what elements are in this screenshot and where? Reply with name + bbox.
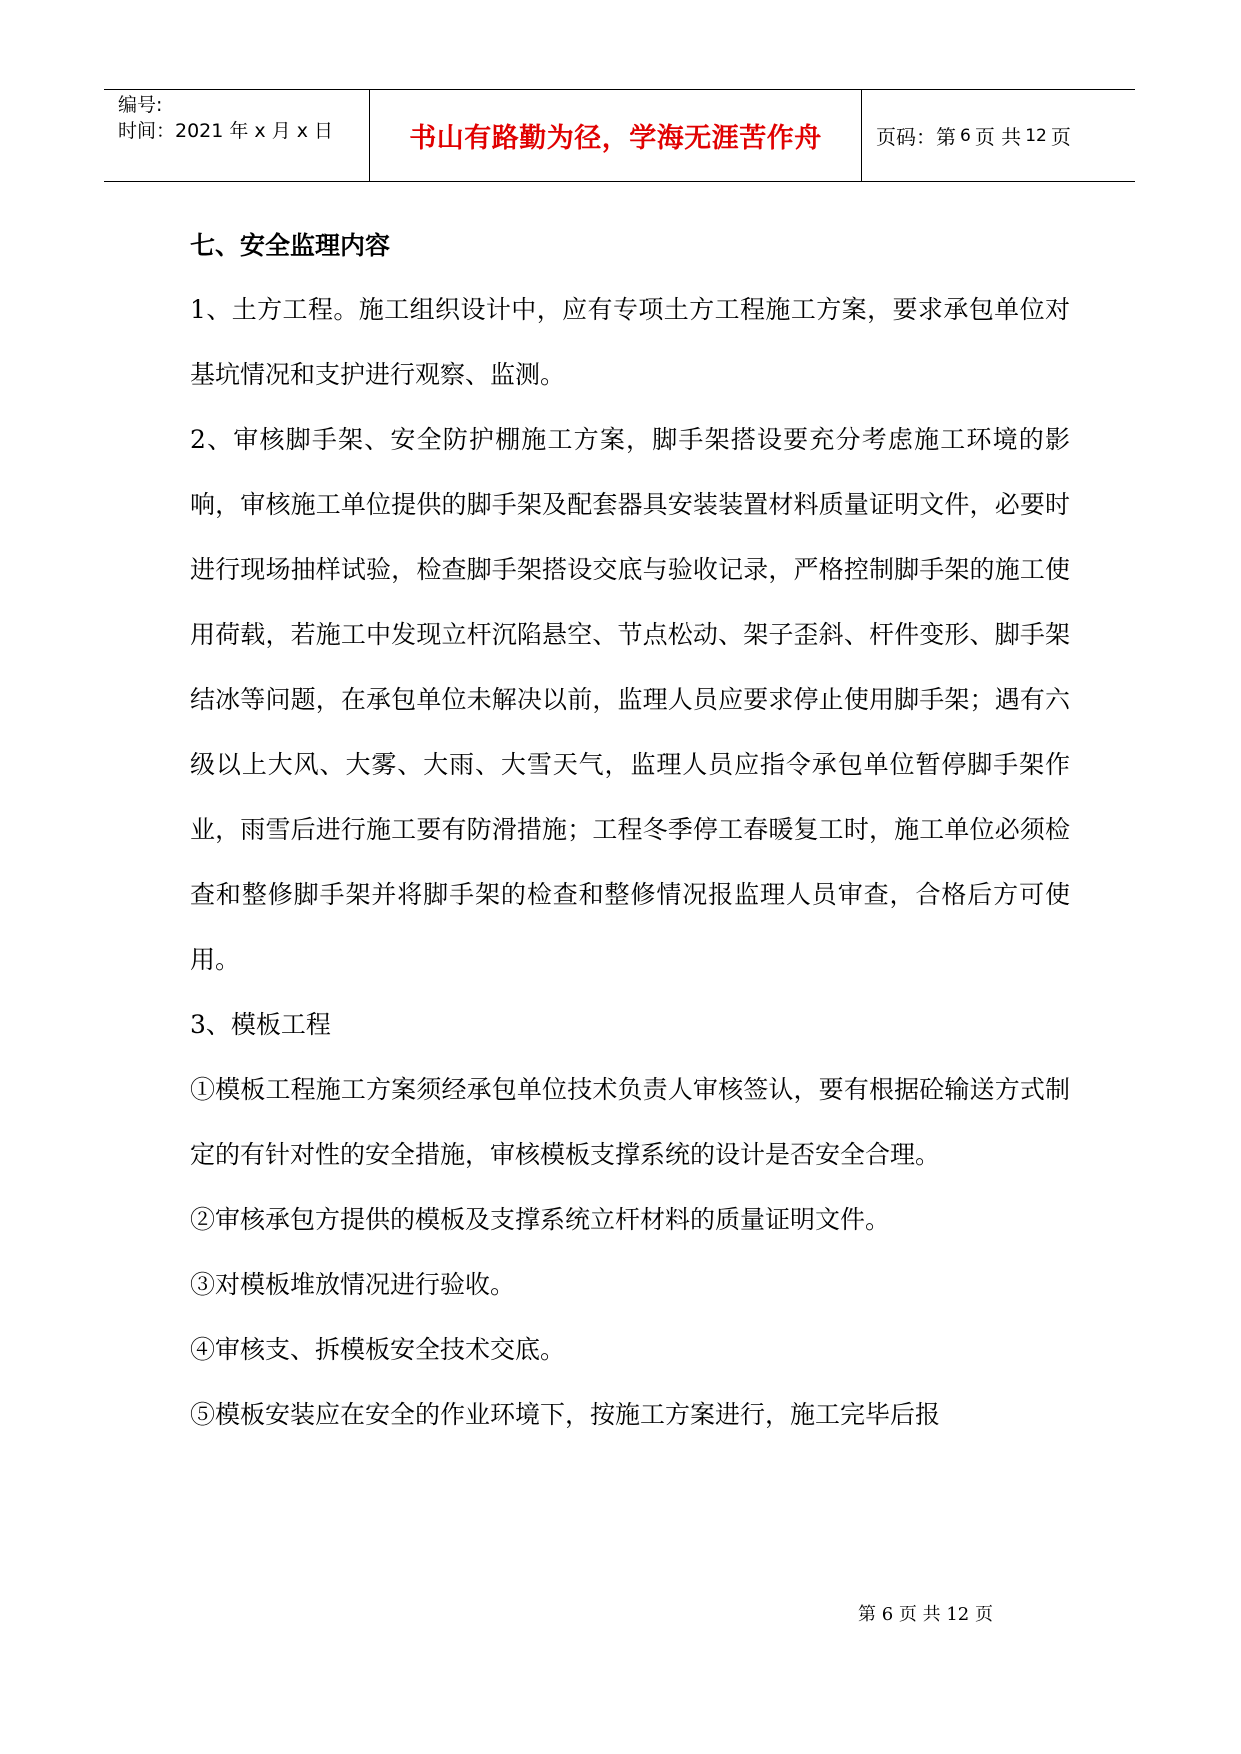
- page-total: 12: [1025, 125, 1047, 146]
- paragraph-earthwork: 1、土方工程。施工组织设计中，应有专项土方工程施工方案，要求承包单位对基坑情况和支护进行观察、监测。: [190, 295, 1070, 389]
- header-page-number: [876, 90, 1071, 181]
- paragraph-formwork-item-5: ⑤模板安装应在安全的作业环境下，按施工方案进行，施工完毕后报: [190, 1400, 941, 1429]
- header-divider-right: [861, 90, 862, 181]
- paragraph-formwork-heading: 3、模板工程: [190, 1010, 331, 1039]
- paragraph-formwork-item-1: ①模板工程施工方案须经承包单位技术负责人审核签认，要有根据砼输送方式制定的有针对性的安全措施，审核模板支撑系统的设计是否安全合理。: [190, 1075, 1070, 1169]
- page-header: [104, 89, 1135, 182]
- paragraph-formwork-item-3: ③对模板堆放情况进行验收。: [190, 1270, 516, 1299]
- document-number-label: 编号:: [118, 94, 163, 116]
- page-footer: 第 6 页 共 12 页: [858, 1604, 993, 1625]
- header-meta: [118, 92, 333, 144]
- document-time-label: 时间：2021 年 x 月 x 日: [118, 120, 334, 142]
- document-body: [190, 214, 1070, 1447]
- paragraph-formwork-item-2: ②审核承包方提供的模板及支撑系统立杆材料的质量证明文件。: [190, 1205, 891, 1234]
- paragraph-scaffolding: 2、审核脚手架、安全防护棚施工方案，脚手架搭设要充分考虑施工环境的影响，审核施工单位提供的脚手架及配套器具安装装置材料质量证明文件，必要时进行现场抽样试验，检查脚手架搭设交底与验收记录，严格控制脚手架的施工使用荷载，若施工中发现立杆沉陷悬空、节点松动、架子歪斜、杆件变形、脚手架结冰等问题，在承包单位未解决以前，监理人员应要求停止使用脚手架；遇有六级以上大风、大雾、大雨、大雪天气，监理人员应指令承包单位暂停脚手架作业，雨雪后进行施工要有防滑措施；工程冬季停工春暖复工时，施工单位必须检查和整修脚手架并将脚手架的检查和整修情况报监理人员审查，合格后方可使用。: [190, 425, 1070, 974]
- paragraph-formwork-item-4: ④审核支、拆模板安全技术交底。: [190, 1335, 566, 1364]
- section-title: 七、安全监理内容: [190, 231, 391, 260]
- page-current: 6: [960, 125, 971, 146]
- header-motto: 书山有路勤为径，学海无涯苦作舟: [409, 123, 822, 154]
- page-suffix: 页: [1050, 125, 1071, 149]
- page-prefix: 页码：第: [876, 125, 956, 149]
- page-middle: 页 共: [974, 125, 1022, 149]
